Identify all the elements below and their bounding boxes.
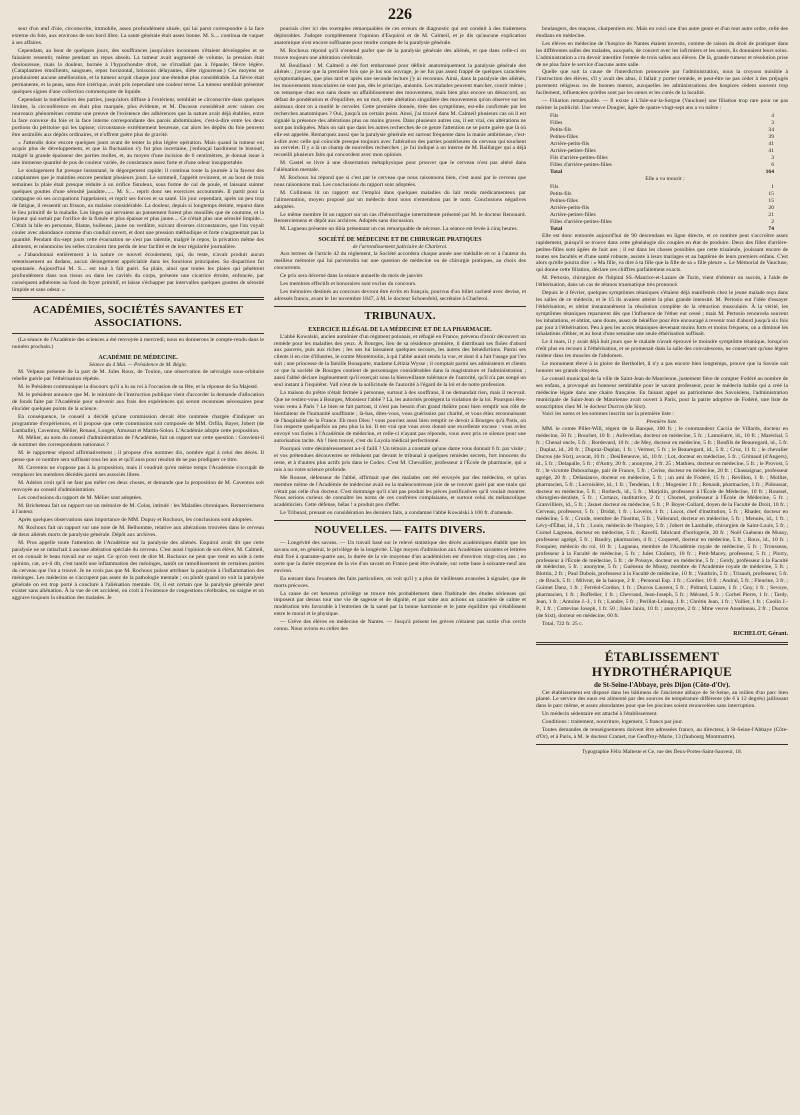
paragraph: Un médecin sédentaire est attaché à l'établissement. [542, 711, 658, 718]
paragraph: pourrais citer ici des exemples remarquables de ces erreurs de diagnostic qui ont conduit à des traitemens déplorables. J'adopte complètement l'opinion d'Esquirol et de M. Calmeil, et je dis qu'aucune explication anatomique n'est encore suffisante pour rendre compte de la paralysie générale. [274, 26, 526, 46]
list-item-label: Fils d'arrière-petites-filles [550, 154, 608, 161]
paragraph: Ce prix sera décerné dans la séance annuelle du mois de janvier. [280, 273, 424, 279]
list-item-label: Fils [550, 183, 559, 190]
list-item-value: 3 [771, 154, 774, 161]
paragraph: Le Tribunal, prenant en considération les derniers faits, a condamné l'abbé Kowalski à 100 fr. d'amende. [280, 510, 514, 517]
divider [536, 642, 788, 645]
list-item-value: 20 [768, 204, 774, 211]
paragraph: — Longévité des savans. — Un travail basé sur le relevé statistique des décès académiques établit que les savans ont, en général, le privilège de la longévité. L'âge moyen d'admission aux Académies savantes et lettrées était fixé à quarante-quatre ans, la durée de la vie moyenne d'un académicien est d'environ vingt-cinq ans ; en sorte que la durée moyenne de la vie d'un savant en France peut être évaluée, sur cette base à soixante-neuf ans environ. [274, 540, 526, 574]
list-item-value: 3 [771, 119, 774, 126]
list-item-value: 4 [771, 112, 774, 119]
paragraph: Conditions : traitement, nourriture, logement, 5 francs par jour. [542, 719, 684, 726]
paragraph: M. Rochoux répond qu'il n'entend parler que de la paralysie générale des aliénés, et que dans celle-ci on trouve toujours une altération cérébrale. [274, 47, 526, 61]
paragraph: boulangers, des maçons, charpentiers etc. Mais en voici une d'un autre genre et d'un tout autre ordre, celle des étudians en médecine. [536, 26, 788, 39]
paragraph: Le 4 mars, il y avait déjà huit jours que le malade n'avait éprouvé le moindre symptôme tétanique, lorsqu'on n'eût plus en recours à l'éthérisation, et se promenait dans la salle des convalescens, ne conservant qu'une légère raideur dans les muscles de l'abdomen. [536, 339, 788, 360]
section-title: NOUVELLES. — FAITS DIVERS. [314, 524, 486, 537]
session-line: Séance du 4 Mai. — Présidence de M. Bégin. [89, 362, 187, 369]
paragraph: Pourquoi votre désintéressement a-t-il failli ? Un témoin a constaté qu'une dame vous donnait 6 fr. par visite ; et vos prétendues découvertes se réduisent par devant le tribunal à quelques remèdes secrets, fort innocens du reste, et à d'autres plus actifs pris dans le Codex. C'est M. Chevallier, professeur à l'École de pharmacie, qui a mis à nu votre science profonde. [274, 446, 526, 473]
total-row [536, 169, 788, 176]
list-item-label: Arrière-petites-filles [550, 147, 596, 154]
paragraph: Me Rousse, défenseur de l'abbé, affirmait que des malades ont été envoyés par des médecins, et qu'un membre même de l'Académie de médecine avait eu la malencontreuse joie de se trouver guéri par une main qui n'était pas celle d'un docteur. C'est dommage qu'il n'ait pas produit les pièces justificatives qu'il voulait montrer. Nous serions curieux de connaître les noms de ces confrères complaisans, et surtout celui du mélancolique académicien. Cette défense, hélas ! a produit peu d'effet. [274, 474, 526, 509]
total-label: Total [550, 225, 563, 232]
section-title: ACADÉMIES, SOCIÉTÉS SAVANTES ET ASSOCIATIONS. [33, 304, 243, 330]
signature: RICHELOT, Gérant. [733, 630, 788, 637]
divider [12, 297, 264, 300]
list-item-value: 2 [771, 218, 774, 225]
paragraph: — Filiation remarquable. — Il existe à L'Isle-sur-la-Sorgue (Vaucluse) une filiation trop rare pour ne pas mériter la publicité. Une veuve Dougier, âgée de quatre-vingt-sept ans a vu naître : [536, 98, 788, 111]
paragraph: Depuis le 4 février, quelques symptômes tétaniques s'étaient déjà manifestés chez le jeune malade reçu dans les salles de ce médecin, et le 15 ils avaient atteint la plus grande intensité. M. Pertosio eut l'idée d'essayer l'éthérisation, et obtint instantanément la résolution complète de la rétraction musculaire. À la vérité, les symptômes tétaniques reparurent dès que l'influence de l'éther eut cessé ; mais M. Pertosio renouvela souvent les inhalations, et obtint, sans doute, assez de bénéfice pour être encouragé à revenir tout d'abord jusqu'à six fois par jour à l'éthérisation. Peu à peu les accès tétaniques devenant moins forts et moins fréquens, on a diminué les inhalations d'éther, et au bout d'une semaine une seule éthérisation suffisait. [536, 290, 788, 338]
paragraph: Cependant la tuméfaction des parties, jusqu'alors diffuse à l'extérieur, semblait se circonscrire dans quelques limites, la circonférence en était plus marquée, plus évidente, et M. Ducasse considérait avec raison ces nouveaux phénomènes comme une preuve de l'existence des adhérences que la nature avait déjà établies, entre la face convexe du foie et la face interne correspondante des parois abdominales, c'est-à-dire entre les deux portions du péritoine qui les tapisse; circonstance extrêmement heureuse, car alors les dépôts du foie peuvent être assimilés aux dépôts ordinaires, et n'offrent guère plus de gravité. [12, 97, 264, 138]
paragraph: M. Adelon croit qu'il ne faut pas mêler ces deux choses, et demande que la proposition de M. Caventou soit renvoyée au conseil d'administration. [12, 479, 264, 493]
list-intro: Elle a vu mourir : [645, 175, 685, 182]
columns [12, 26, 788, 1106]
paragraph: M. Rochoux lui répond que si c'est par le cerveau que nous raisonnons bien, c'est aussi par le cerveau que nous raisonnons mal. Les conclusions du rapport sont adoptées. [274, 175, 526, 188]
section-title: TRIBUNAUX. [364, 309, 436, 322]
paragraph: Cet établissement est disposé dans les bâtimens de l'ancienne abbaye de St-Seine, au milieu d'un parc bien planté. Le service des eaux est alimenté par des sources de température différente (de 6 à 12 degrés) jaillissant dans le parc même, et assez abondantes pour que les piscines soient renouvelées sans interruption. [536, 689, 788, 710]
total-label: Total [550, 168, 563, 175]
paragraph: Les membres effectifs et honoraires sont exclus du concours. [280, 280, 417, 287]
paragraph: M. Caventou ne s'oppose pas à la proposition, mais il voudrait qu'en même temps l'Académie s'occupât de remplacer les membres décédés parmi ses associés libres. [12, 465, 264, 478]
column-left [12, 26, 264, 1106]
list-item-value: 15 [768, 197, 774, 204]
paragraph: M. Lagneau présente un tibia présentant un cas remarquable de nécrose. La séance est levée à cinq heures. [280, 226, 518, 233]
paragraph: — Grève des élèves en médecine de Nantes. — Jusqu'à présent les grèves n'étaient pas sortie d'un cercle connu. Nous avions eu celles des [274, 619, 526, 633]
subheading: ACADÉMIE DE MÉDECINE. [98, 355, 178, 362]
subheading-note: de l'arrondissement judiciaire de Charleroi. [352, 244, 448, 251]
printer-line: Typographie Félix Malteste et Ce, rue des Deux-Portes-Saint-Sauveur, 18. [581, 748, 743, 755]
list-item-label: Petits-fils [550, 190, 572, 197]
page-number: 226 [388, 6, 412, 23]
paragraph: M. Prus appelle toute l'attention de l'Académie sur la paralysie des aliénés. Esquirol avait dit que cette paralysie ne se rattachait à aucune altération spéciale du cerveau. C'est aussi l'opinion de son élève, M. Calmeil, et on connaît le beau travail sur ce sujet. Ce qu'on veut de dire M. Rochoux ne peut que venir en aide à cette opinion, car, a-t-il dit, c'est tantôt une inflammation des méninges, tantôt un ramollissement de certaines parties du cerveau que l'on a trouvé. Je ne crois pas que M. Rochoux puisse attribuer la paralysie à l'inflammation des méninges. Les médecins se s'accupent pas assez de la pathologie mentale ; ou plutôt quand on voit la paralysie générale on est trop porté à conclure à l'aliénation mentale. Or, il est certain que la paralysie générale peut exister sans aliénation. À la vue de cet accident, on croit à l'existence de congestions cérébrales, on saigne et on aggrave toujours la situation des malades. Je [12, 540, 264, 602]
list-item-value: 41 [768, 147, 774, 154]
paragraph: M. le rapporteur répond affirmativement ; il propose d'en nommer dix, nombre égal à celui des décès. Il pense que ce nombre sera suffisant tous les ans et qu'il aura pour résultat de ne pas prodiguer ce titre. [12, 450, 264, 464]
section-note: (La séance de l'Académie des sciences a été renvoyée à mercredi; nous en donnerons le compte-rendu dans le numéro prochain.) [12, 337, 264, 351]
list-item-label: Arrière-petits-fils [550, 140, 590, 147]
list-item-label: Filles [550, 119, 563, 126]
list-item-label: Petites-filles [550, 133, 578, 140]
column-middle [274, 26, 526, 1106]
list-item-label: Fils [550, 112, 559, 119]
subscriber-list: MM. le comte Pillet-Will, régent de la Banque, 100 fr. ; le commandeur Caccia de Villards, docteur en médecine, 50 fr. ; Bouchet, 10 fr. ; Anfevellan, docteur en médecine, 5 fr. ; Lamoliatre, id., 10 fr. ; Maréchal, 5 fr. ; Chenal oncle, 5 fr. ; Bordevard, 10 fr. ; de Mey, docteur en médecine, 5 fr. ; Bonfils de Beauregard, id., 5 fr. ; Duplaz, id., 20 fr. ; Dupraz-Duplaz, 1 fr. ; Vermot, 5 fr. ; le Beauregard, id., 5 fr. ; Cruz, 11 fr. ; le chevalier Ducros (de Sixt), avocat, 10 fr. ; Desilleneuve, id., 10 fr. ; Lot, docteur en médecine, 5 fr. ; Grimaud (d'Angers), id., 5 fr. ; Delapalle, 5 fr. ; d'Autry, 20 fr. ; anonyme, 2 fr. 25 ; Mathieu, docteur en médecine, 5 fr. ; le Provost, 5 fr. ; le vicomte Dubouchage, pair de France, 5 fr. ; Cerise, docteur en médecine, 20 fr. ; Chassaignac, professeur agrégé, 20 fr. ; Delasiauve, docteur en médecine, 5 fr. ; un ami de Fodéré, 15 fr. ; Revillon, 1 fr. ; Mollier, pharmacien, 5 fr. ; Lacroisière, id., 1 fr. ; Tendelan, 1 fr. ; Mogenier 1 fr. ; Renault, pharmacien, 1 fr. ; Pidoussat, docteur en médecine, 5 fr. ; Borbeck, id., 5 fr. ; Marjolin, professeur à l'École de Médecine, 10 fr. ; Roussel, chirurgien-dentiste, 5 fr. ; Cortaux, institutrice, 2 fr. ; Chomel, professeur à l'École de Médecine, 5 fr. ; Granvilliers, id., 5 fr. ; Jasnet docteur en médecine, 5 fr. ; P. Boyer-Collard, doyen de la Faculté de Droit, 10 fr. ; Cerveau, professeur, 5 fr. ; Dridal, 1 fr. ; Lovelot, 1 fr. ; Lucot, chef d'institution, 5 fr. ; Rhader, docteur en médecine, 5 fr. ; Cruide, membre de l'Institut, 5 fr. ; Vallerand, docteur en médecine, 5 fr. ; Menuès, id., 1 fr. ; Lévy-d'Élbat, id., 5 fr. ; Louis, médecin de l'hospice, 5 fr. ; Jobert de Lamballe, chirurgien de Saint-Louis, 5 fr. ; Cornel Lagneau, docteur en médecine, 5 fr. ; Ravelli, fabricant d'horlogerie, 20 fr. ; Noël Guéneau de Mussy, professeur agrégé, 5 fr. ; Baudry, pharmacien, 4 fr. ; Coquerel, docteur en médecine, 5 fr. ; Roux, id., 10 fr. ; Fouquier, médecin du roi, 10 fr. ; Lagneau, membre de l'Académie royale de médecine, 5 fr. ; Trousseau, professeur à la Faculté de médecine, 5 fr. ; Jules Cloûtery, 10 fr. ; Petit-Macey, professeur, 5 fr. ; Piorry, professeur à l'École de médecine, 5 fr. ; de Poissye, docteur en médecine, 5 fr. ; Gerdy, professeur à la Faculté de médecine, 5 fr. ; anonyme, 5 fr. ; Guéneau de Mussy, membre de l'Académie royale de médecine, 5 fr. ; Blottin, 2 fr. ; Paul Dubois, professeur à la Faculté de médecine, 10 fr. ; Vauthrin, 5 fr. ; Trisault, professeur, 5 fr. ; de Bruch, 5 fr. ; Milvrat, de la banque, 2 fr. ; Personal Esp. 1 fr. ; Cordier, 10 fr. ; Andral, 5 fr. ; Fleurine, 3 fr. ; Guimet Danz, 1 fr. ; Ferréol-Cordon, 1 fr. ; Ducros Laurent, 5 fr. ; Pidrard, Lazare, 1 fr. ; Guy, 1 fr. ; Sevoye, pharmacien, 1 fr. ; Boffedier, 1 fr. ; Chevrand, Jean-Joseph, 5 fr. ; Mérand, 5 fr. ; Corbel Pierre, 1 fr. ; Tardy, Jean, 1 fr. ; Antoine J.-J., 1 fr. ; Landre, 5 fr. ; Perillat-Leloup, 1 fr. ; Chrétin Jean, 1 fr. ; Vulliet, 1 fr. ; Coolin J.-P., 1 fr. ; Cottevine Joseph, 1 fr. 50 ; Jules Janin, 10 fr. ; anonyme, 2 fr. ; Mme veuve Anselineau, 2 fr. ; Ducros (de Sixt), docteur en médecine, 60 fr. [536, 426, 788, 619]
paragraph: Les conclusions du rapport de M. Mélier sont adoptées. [18, 494, 143, 501]
divider [274, 306, 526, 307]
list-item-label: Arrière-petites-filles [550, 211, 596, 218]
list-title: Première liste. [646, 419, 678, 426]
ad-title: ÉTABLISSEMENT HYDROTHÉRAPIQUE [591, 648, 733, 679]
list-item-label: Petits-fils [550, 126, 572, 133]
divider [12, 333, 264, 334]
paragraph: M. Rochoux fait un rapport sur une note de M. Belhomme, relative aux altérations trouvées dans le cerveau de deux aliénés morts de paralysie générale. Dépôt aux archives. [12, 525, 264, 539]
paragraph: Après quelques observations sans importance de MM. Dupuy et Rochoux, les conclusions sont adoptées. [18, 517, 253, 524]
deceased-list [536, 184, 788, 226]
paragraph: La maison du prêtre n'était fermée à personne, surtout à des souffrans, il ne demandait rien, mais il recevait. Que ne restiez-vous à Bourges, Monsieur l'abbé ? Là, les autorités protégent la violation de la loi. Pourquoi êtes-vous venu à Paris ? Le bien se fait partout, il n'est pas besoin d'un grand théâtre pour bien remplir son rôle de bienfaiteur de l'humanité souffrante ; là-bas, dites-vous, vous guérissiez par charité, et vous étiez reconnaissant de l'hospitalité de la France. Eh mon Dieu ! vous pouviez aussi bien remplir ce devoir à Bourges qu'à Paris, où l'on respecte quelquefois un peu plus la loi. Il est vrai que vous avez donné une excellente excuse : vous aviez envoyé vos fioles à l'Académie de médecine, et celle-ci n'ayant pas répondu, vous avez pris ce silence pour une autorisation tacite. Ah ! bien trouvé, c'est du Loyola médical perfectionné. [274, 389, 526, 445]
paragraph: M. le président annonce que M. le ministre de l'instruction publique vient d'accorder la demande d'allocation de fonds faite par l'Académie pour subvenir aux frais des expériences qui seront reconnues nécessaires pour élucider quelques points de la science. [12, 391, 264, 412]
total-line: Total, 722 fr. 25 c. [542, 620, 584, 627]
list-item-value: 21 [768, 211, 774, 218]
total-value: 74 [768, 225, 774, 232]
descendants-list [536, 113, 788, 169]
paragraph: Toutes demandes de renseignements doivent être adressées franco, au directeur, à St-Seine-l'Abbaye (Côte-d'Or), et à Paris, à M. le docteur Cramet, rue Geoffroy-Marie, 13 (faubourg Montmartre). [536, 727, 788, 740]
list-item-label: Filles d'arrière-petites-filles [550, 161, 612, 168]
paragraph: M. Gastel se livre à une dissertation métaphysique pour prouver que le cerveau n'est pas altéré dans l'aliénation mentale. [274, 160, 526, 174]
paragraph: « J'abandonnai entièrement à la nature ce nouvel écoulement, qui, du reste, n'avait produit aucun retentissement au dedans, aucun dérangement appréciable dans les fonctions principales. Sa disparition fut spontanée. Aujourd'hui M. S.... est tout à fait guéri. Sa plaie, ainsi que toutes les plaies qui pénètrent profondément dans nos tissus ou dans les cavités du corps, présente une cicatrice étroite, enfoncée, par conséquent adhérente au fond du foyer primitif, et laisse s'échapper par intervalles quelques gouttes de sérosité limpide et sans odeur. » [12, 252, 264, 293]
column-right [536, 26, 788, 1106]
paragraph: Elle est donc entourée aujourd'hui de 90 descendans en ligne directe, et ce nombre peut s'accroître assez rapidement, puisqu'il se trouve dans cette généalogie dix couples en état de produire. Deux des filles d'arrière-petites-filles sont âgées de huit ans ; il est dans les choses possibles que cette trisaïeule, jouissant encore de toutes ses facultés et d'une santé robuste, assiste à leurs mariages et au baptême de leurs premiers enfans. C'est alors qu'elle pourra dire : « Ma fille, va dire à ta fille que la fille de sa « fille pleure ». Le Mémorial de Vaucluse, qui donne cette filiation, déclare ces chiffres parfaitement exacts. [536, 232, 788, 274]
paragraph: Quelle que soit la cause de l'interdiction prononcée par l'administration, nous la croyons nuisible à l'instruction des élèves, s'il y avait des abus, il fallait y porter remède, et peut-être ne pas céder à des préjugés purement religieux ou de bonnes mœurs, auxquelles les administrations des hospices cèdent souvent trop facilement, influencées qu'elles sont par les sœurs et les curés de la localité. [536, 69, 788, 97]
paragraph: M. Pertosio, chirurgien de l'hôpital SS.-Maurice-et-Lazare de Turin, vient d'obtenir un succès, à l'aide de l'éthérisation, dans un cas de tétanos traumatique très prononcé. [536, 275, 788, 289]
paragraph: Cependant, au bout de quelques jours, des souffrances jusqu'alors inconnues s'étaient développées et se faisaient ressentir, même pendant un repos absolu. La tumeur avait augmenté de volume, la pression était douloureuse, mais la douleur, bornée à l'hypochondre droit, ne s'irradiait pas à l'épaule; fièvre légère. (Cataplasmes émollients, sangsues, repos horizontal, boissons délayantes, diète rigoureuse.) Ces moyens ne produisirent aucune amélioration, et la tumeur acquit chaque jour une étendue plus considérable. La fièvre était permanente, et la peau, sans être ictérique, avait pris cependant une couleur terne. La tumeur semblait présenter quelques signes d'une collection commençante de liquide. [12, 47, 264, 96]
divider [274, 520, 526, 521]
list-item-label: Filles d'arrière-petites-filles [550, 218, 612, 225]
paragraph: Aux termes de l'article 42 du règlement, la Société accordera chaque année une médaille en or à l'auteur du meilleur mémoire qui lui parviendra sur une question de médecine ou de chirurgie pratiques, au choix des concurrents. [274, 251, 526, 272]
paragraph: La cause de cet heureux privilège se trouve très probablement dans l'habitude des études sérieuses qui imposent par dessus tout une vie de sagesse et de dignité, et par suite aux actions un caractère de calme et modération très favorable à l'entretien de la santé par la bonne harmonie et le juste équilibre qui s'établissent entre le moral et le physique. [274, 590, 526, 618]
paragraph: Le même membre lit un rapport sur un cas d'hémorrhagie intermittente présenté par M. le docteur Renouard. Remerciemens et dépôt aux archives. Adoptés sans discussion. [274, 211, 526, 225]
paragraph: M. le Président communique la discours qu'il a lu au roi à l'occasion de sa fête, et la réponse de Sa Majesté. [18, 384, 259, 391]
total-row [536, 226, 788, 233]
subheading: EXERCICE ILLÉGAL DE LA MÉDECINE ET DE LA PHARMACIE. [308, 326, 492, 333]
paragraph: Les mémoires destinés au concours devront être écrits en français, pourvus d'un billet cacheté avec devise, et adressés franco, avant le 1er novembre 1847, à M. le docteur Schoenfeld, secrétaire à Charleroi. [274, 288, 526, 302]
list-item-value: 15 [768, 190, 774, 197]
list-item-value: 34 [768, 126, 774, 133]
paragraph: Le soulagement fut presque instantané, le dégorgement rapide; il continua toute la journée à la faveur des cataplasmes que je maintins encore pendant plusieurs jours. Le sommeil, l'appétit revinrent, et au bout de trois semaines la plaie était presque réduite à un orifice fistuleux, sous forme de cul de poule, et laissant suinter quelques gouttes d'une sérosité jaunâtre....... M. S.... reprit donc ses exercices accoutumés. Il partit pour la campagne où ses occupations l'appelaient, et reprit ses forces et sa santé. Un jour cependant, après un peu trop de fatigue, il ressentit un frisson, un malaise considérable. La douleur, depuis si longtemps éteinte, reparut dans le lieu primitif de la maladie. Les linges qui servaient au pansement furent plus mouillés que de coutume, et la liqueur qui sortait par l'orifice de la fistule et plus épaisse et plus jaune.... Ce n'était plus une sérosité limpide... C'était la bile en personne, filante, huileuse, jaune ou verdâtre, suivant diverses circonstances, que l'on voyait couler avec abondance comme d'un conduit ouvert, et dont une pression méthodique et forte n'augmentait pas la quantité. Pendant dix-sept jours cette évacuation ne s'est pas ralentie, malgré le repos, la privation même des aliments, et néanmoins les selles n'avaient rien perdu de leur facilité et de leur régularité journalière. [12, 168, 264, 251]
paragraph: M. Collineau lit un rapport sur l'emploi dans quelques maladies du lait rendu médicamenteux par l'alimentation, moyen proposé par un médecin dont nous n'entendons pas le nom. Conclusions négatives adoptées. [274, 189, 526, 210]
paragraph: Le conseil municipal de la ville de Saint-Jean de Maurienne, justement fière de compter Fodéré au nombre de ses enfans, a provoqué un honneur semblable pour le savant professeur, pour le médecin habile qui a créé la médecine légale dans une chaire française. En faisant appel au patriotisme des Savoisiens, l'administration municipale de Saint-Jean de Maurienne avait ouvert à Paris, pour la patrie adoptive de Fodéré, une liste de souscription chez M. le docteur Ducros (de Sixt). [536, 375, 788, 410]
list-item-value: 39 [768, 133, 774, 140]
total-value: 164 [765, 168, 774, 175]
paragraph: M. Velpeau présente de la part de M. Jules Roux, de Toulon, une observation de névralgie sous-orbitaire rebelle guérie par l'éthérisation répétée. [12, 369, 264, 383]
list-item-label: Petites-filles [550, 197, 578, 204]
paragraph: Le monument élevé à la gloire de Berthollet, il n'y a pas encore bien longtemps, prouve que la Savoie sait honorer ses grands citoyens. [536, 361, 788, 374]
list-item-value: 6 [771, 161, 774, 168]
paragraph: M. Bouillaud : M. Calmeil a été fort embarrassé pour définir anatomiquement la paralysie générale des aliénés ; j'avoue que la première fois que je lus son ouvrage, je ne fus pas assez frappé de quelques caractères symptomatiques, que plus tard et après une seconde lecture j'y ai reconnus. Ainsi, dans la paralysie des aliénés, les mouvements musculaires ne sont pas, dès le principe, anéantis. Les malades peuvent marcher, courir même ; on remarque chez eux sans doute un affaiblissement des mouvemens, mais bien plus encore un désaccord, un défaut de pondération et d'équilibre, en un mot, cette altération singulière des mouvemens qu'on observe sur les animaux dont on a mutilé le cervelet. Cette première donnée, tirée des symptômes, est-elle confirmée par les recherches anatomiques ? Oui, jusqu'à un certain point. Ainsi, j'ai trouvé dans M. Calmeil plusieurs cas où il est signalé la présence des altérations plus ou moins graves. Dans plusieurs autres cas, il est vrai, ces altérations ne sont pas indiquées. Mais on sait que dans les autres recherches de ce genre l'attention ne se porte guère que là où elle est appelée. Remarquez aussi que la paralysie générale est surtout fréquente dans la manie ambitieuse, c'est-à-dire avec celle qui coïncide presque toujours avec l'altération des parties postérieures du cerveau qui touchent au cervelet. Il y a là un champ de nouvelles recherches ; je l'ai indiqué à un interne de M. Baillarger qui a déjà recueilli plusieurs faits qui concordent avec mon opinion. [274, 62, 526, 159]
paragraph: seur d'un œuf d'oie, circonscrite, immobile, assez profondément située, qui lui parut correspondre à la face externe du foie, aux environs de son bord libre. La santé générale était assez bonne. M. S.... continua de vaquer à ses affaires. [12, 26, 264, 46]
paragraph: « J'attendis donc encore quelques jours avant de tenter la plus légère opération. Mais quand la tumeur eut acquis plus de développement, et que la fluctuation s'y fut plus incertaine, j'enfonçai hardiment le bistouri, malgré la grande épaisseur des parties molles, et, au moyen d'une incision de 6 centimètres, je donnai issue à une immense quantité de pus de couleur variée, de consistance assez forte et d'une odeur insupportable. [12, 139, 264, 167]
paragraph: L'abbé Kowalski, ancien aumônier d'un régiment polonais, et réfugié en France, prévenu d'avoir découvert un remède pour les maladies des yeux. À Bourges, lieu de sa résidence première, il distribuait ses fioles d'abord aux pauvres, puis aux riches ; les uns lui laissaient quelques secours, les autres des bénédictions. Parmi ses clients il en cite d'illustres, le comte Montémolin, à qui l'abbé aurait rendu la vue, et dont il a fait l'usage par l'en suit ; une princesse de la famille Bonaparte, madame Létizia Wysse ; il comptait parmi ses admirateurs et clients ce que la société de Bourges contient de personnages considérables dans la magistrature et l'administration ; aussi l'abbé déclare ingénuement qu'il exerçait sous la bienveillante tolérance de l'autorité, qu'il n'a pas songé un seul instant à l'inquiéter. Vall n'eut de la sollicitude de l'autorité à l'égard de la loi et de notre profession. [274, 333, 526, 388]
paragraph: En entrant dans l'examen des faits particuliers, on voit qu'il y a plus de vieillesses avancées à signaler, que de morts précoces. [274, 575, 526, 589]
paragraph: M. Bricheteau fait un rapport sur un mémoire de M. Colas, intitulé : les Maladies chroniques. Remerciemens à l'auteur. [12, 502, 264, 516]
paragraph: M. Mélier, au nom du conseil d'administration de l'Académie, fait un rapport sur cette question : Convient-il de nommer des correspondants nationaux ? [12, 435, 264, 449]
list-item-value: 41 [768, 140, 774, 147]
paragraph: Voici les noms et les sommes inscrits sur la première liste : [542, 411, 674, 418]
subheading: SOCIÉTÉ DE MÉDECINE ET DE CHIRURGIE PRATIQUES [318, 237, 482, 244]
divider [536, 744, 788, 745]
ad-subtitle: de St-Seine-l'Abbaye, près Dijon (Côte-d'Or). [593, 680, 731, 689]
paragraph: En conséquence, le conseil a décidé qu'une commission devait être nommée chargée d'indiquer un programme d'expériences, et il propose que cette commission soit composée de MM. Orfila, Bayer, Jobert (de Lamballe), Caventou, Mélier, Renaut, Longet, Amussat et Martin-Solon. L'Académie adopte cette proposition. [12, 413, 264, 434]
list-item-label: Arrière-petits-fils [550, 204, 590, 211]
list-item-value: 1 [771, 183, 774, 190]
paragraph: Les élèves en médecine de l'hospice de Nantes étaient investis, comme de raison du droit de pratiquer dans les différentes salles des malades, auxquels, de concert avec les infirmiers et les sœurs, ils donnaient leurs soins. L'administration a cru devoir interdire l'entrée de trois salles aux élèves. De là, grande rumeur et résolution prise de ne plus faire le service d'aucune autre salle. [536, 40, 788, 68]
